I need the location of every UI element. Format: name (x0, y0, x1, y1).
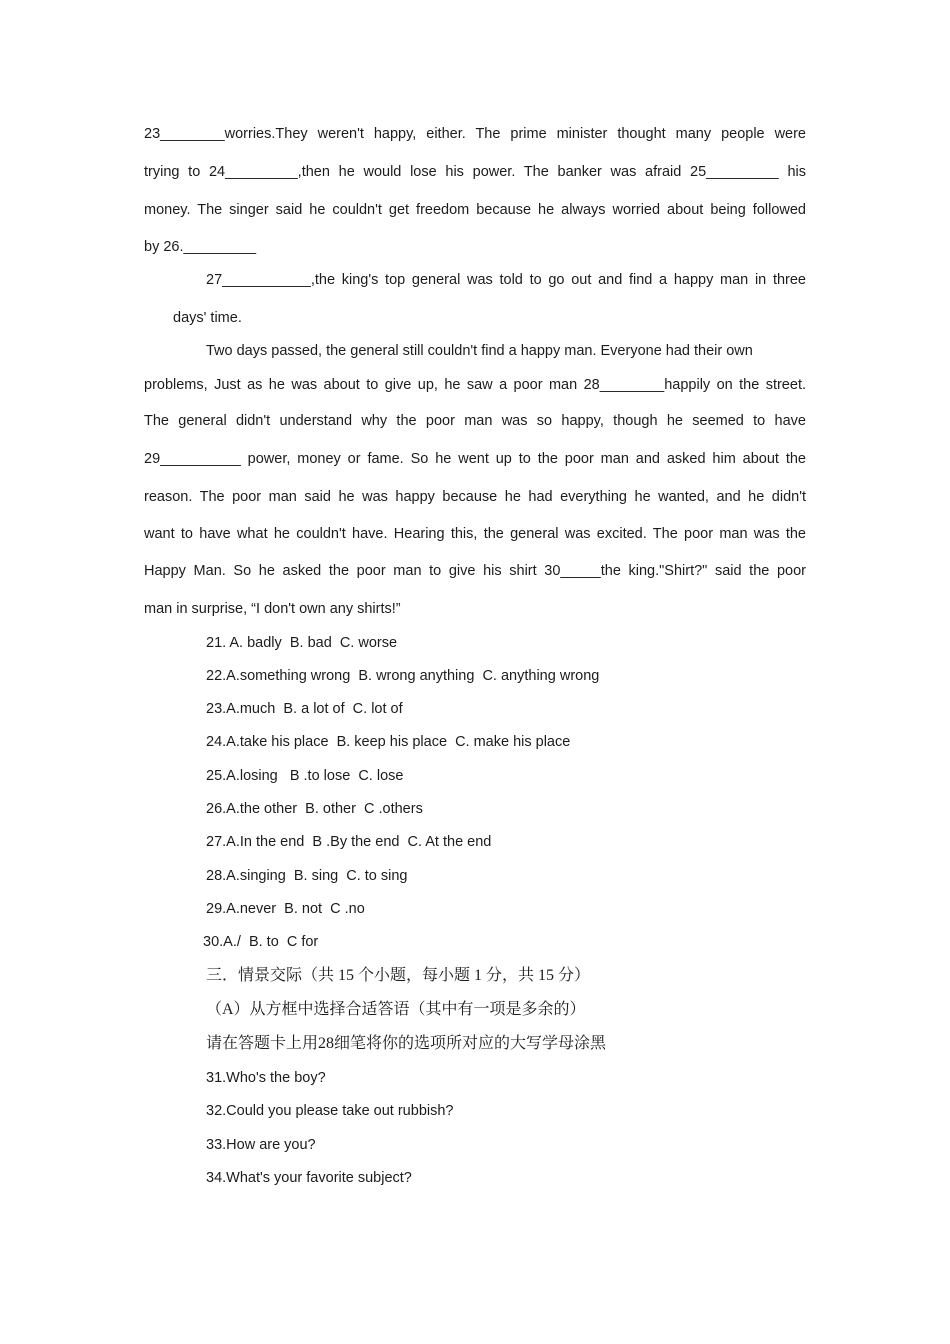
cloze-option: 29.A.never B. not C .no (206, 901, 365, 917)
cloze-option: 28.A.singing B. sing C. to sing (206, 868, 408, 884)
section-heading: 三．情景交际（共 15 个小题，每小题 1 分，共 15 分） (206, 967, 591, 984)
cloze-option: 26.A.the other B. other C .others (206, 801, 423, 817)
passage-line: by 26._________ (144, 239, 257, 255)
passage-line: The general didn't understand why the poor man was so happy, though he seemed to have (144, 413, 806, 429)
dialogue-question: 31.Who's the boy? (206, 1070, 326, 1086)
cloze-option: 21. A. badly B. bad C. worse (206, 635, 398, 651)
passage-line: 27___________,the king's top general was told to go out and find a happy man in three (206, 272, 806, 288)
dialogue-question: 32.Could you please take out rubbish? (206, 1103, 454, 1119)
passage-line: reason. The poor man said he was happy because he had everything he wanted, and he didn't (144, 489, 806, 505)
dialogue-question: 34.What's your favorite subject? (206, 1170, 412, 1186)
dialogue-question: 33.How are you? (206, 1137, 316, 1153)
passage-line: 23________worries.They weren't happy, either. The prime minister thought many people were (144, 126, 806, 142)
cloze-option: 27.A.In the end B .By the end C. At the end (206, 834, 492, 850)
passage-line: Happy Man. So he asked the poor man to give his shirt 30_____the king."Shirt?" said the poor (144, 563, 806, 579)
cloze-option: 25.A.losing B .to lose C. lose (206, 768, 404, 784)
cloze-option: 24.A.take his place B. keep his place C. make his place (206, 734, 571, 750)
passage-line: man in surprise, “I don't own any shirts!” (144, 601, 401, 617)
part-a-title: （A）从方框中选择合适答语（其中有一项是多余的） (206, 1001, 586, 1018)
passage-line: days' time. (173, 310, 242, 326)
passage-line: want to have what he couldn't have. Hearing this, the general was excited. The poor man was the (144, 526, 806, 542)
passage-line: Two days passed, the general still couldn't find a happy man. Everyone had their own (206, 343, 753, 359)
passage-line: problems, Just as he was about to give up, he saw a poor man 28________happily on the street. (144, 377, 806, 393)
passage-line: trying to 24_________,then he would lose his power. The banker was afraid 25_________ his (144, 164, 806, 180)
cloze-option: 23.A.much B. a lot of C. lot of (206, 701, 403, 717)
answer-instruction: 请在答题卡上用28细笔将你的选项所对应的大写学母涂黑 (206, 1035, 607, 1052)
passage-line: 29__________ power, money or fame. So he went up to the poor man and asked him about the (144, 451, 806, 467)
passage-line: money. The singer said he couldn't get freedom because he always worried about being followed (144, 202, 806, 218)
cloze-option: 22.A.something wrong B. wrong anything C. anything wrong (206, 668, 600, 684)
cloze-option: 30.A./ B. to C for (203, 934, 319, 950)
